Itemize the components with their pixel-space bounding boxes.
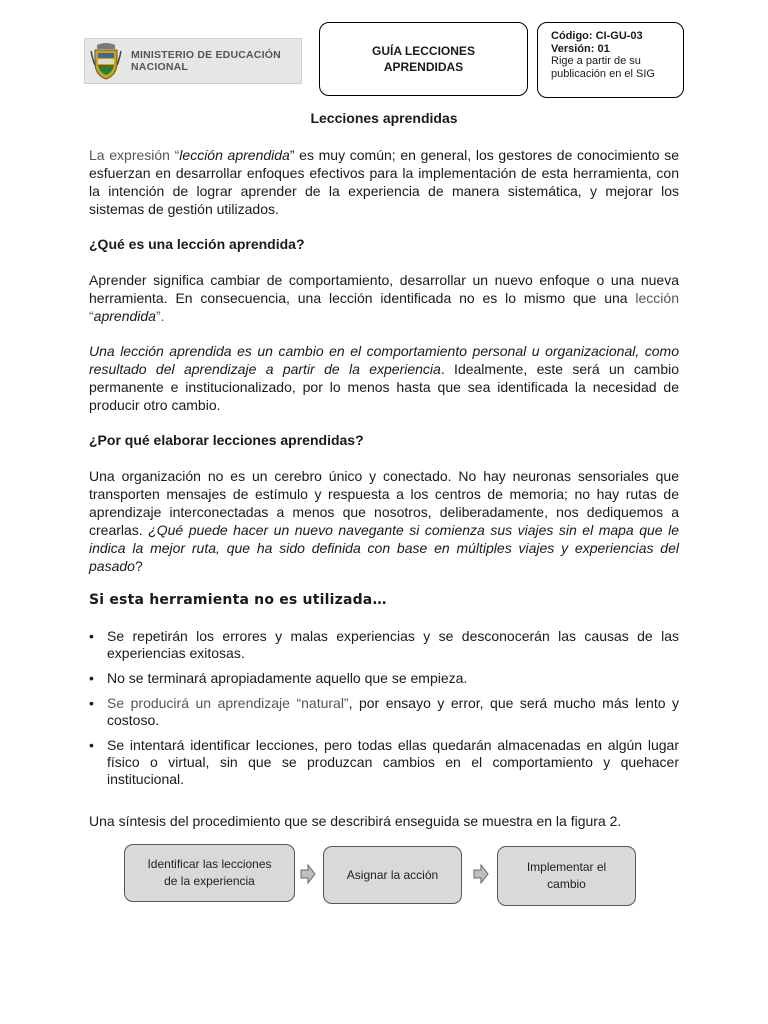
guide-title-line1: GUÍA LECCIONES bbox=[372, 44, 475, 58]
section1-paragraph2: Una lección aprendida es un cambio en el comportamiento personal u organizacional, como resultado del aprendizaje a partir de la experiencia. Idealmente, este será un cambio permanente e institucionalizado, por lo menos hasta que sea identificada la necesidad de producir otro cambio. bbox=[89, 343, 679, 413]
bullet-marker: • bbox=[89, 628, 94, 644]
flow-step-identify bbox=[124, 844, 295, 902]
page-title: Lecciones aprendidas bbox=[310, 110, 458, 126]
ministry-name-line2: NACIONAL bbox=[131, 61, 189, 73]
guide-title-box bbox=[319, 22, 528, 96]
coat-of-arms-icon bbox=[89, 41, 123, 81]
flow-arrow-icon bbox=[300, 864, 316, 884]
intro-paragraph: La expresión “lección aprendida” es muy común; en general, los gestores de conocimiento se esfuerzan en desarrollar enfoques efectivos para la implementación de esta herramienta, con la intención de lograr aprender de la experiencia de manera sistemática, y mejorar los sistemas de gestión utilizados. bbox=[89, 147, 679, 217]
section-heading-what: ¿Qué es una lección aprendida? bbox=[89, 236, 305, 252]
guide-title-line2: APRENDIDAS bbox=[383, 60, 464, 74]
document-code-box bbox=[537, 22, 684, 98]
list-item: • No se terminará apropiadamente aquello que se empieza. bbox=[89, 670, 468, 686]
flow-step-identify-line2: de la experiencia bbox=[164, 874, 255, 888]
list-item: • Se repetirán los errores y malas experiencias y se desconocerán las causas de las experiencias exitosas. bbox=[89, 628, 679, 661]
flow-step-identify-line1: Identificar las lecciones bbox=[147, 857, 272, 871]
section-heading-why: ¿Por qué elaborar lecciones aprendidas? bbox=[89, 432, 364, 448]
document-code: Código: CI-GU-03 bbox=[551, 30, 643, 42]
document-version: Versión: 01 bbox=[551, 42, 610, 55]
flow-step-assign bbox=[323, 846, 462, 904]
flow-arrow-icon bbox=[473, 864, 489, 884]
list-item: • Se producirá un aprendizaje “natural”, por ensayo y error, que será mucho más lento y costoso. bbox=[89, 695, 679, 728]
validity-line1: Rige a partir de su bbox=[551, 55, 641, 67]
ministry-logo bbox=[84, 38, 302, 84]
summary-sentence: Una síntesis del procedimiento que se describirá enseguida se muestra en la figura 2. bbox=[89, 813, 622, 829]
flow-step-implement-line2: cambio bbox=[547, 877, 586, 891]
section2-paragraph: Una organización no es un cerebro único y conectado. No hay neuronas sensoriales que transporten mensajes de estímulo y respuesta a los centros de memoria; no hay rutas de aprendizaje interconectadas a menos que nosotros, deliberadamente, nos dediquemos a crearlas. ¿Qué puede hacer un nuevo navegante si comienza sus viajes sin el mapa que le indica la mejor ruta, que ha sido definida con base en múltiples viajes y experiencias del pasado? bbox=[89, 468, 679, 574]
section1-paragraph1: Aprender significa cambiar de comportamiento, desarrollar un nuevo enfoque o una nueva herramienta. En consecuencia, una lección identificada no es lo mismo que una lección “aprendida”. bbox=[89, 272, 679, 324]
validity-line2: publicación en el SIG bbox=[551, 67, 655, 80]
flow-step-assign-label: Asignar la acción bbox=[346, 867, 439, 882]
flow-step-implement bbox=[497, 846, 636, 906]
list-item: • Se intentará identificar lecciones, pero todas ellas quedarán almacenadas en algún lugar físico o virtual, sin que se produzcan cambios en el comportamiento y quehacer institucional. bbox=[89, 737, 679, 787]
bullet-marker: • bbox=[89, 695, 94, 711]
bullet-marker: • bbox=[89, 737, 94, 753]
ministry-name-line1: MINISTERIO DE EDUCACIÓN bbox=[131, 49, 281, 61]
section-heading-if-not-used: Si esta herramienta no es utilizada… bbox=[89, 592, 387, 608]
bullet-marker: • bbox=[89, 670, 94, 686]
consequence-list bbox=[89, 628, 679, 796]
flow-step-implement-line1: Implementar el bbox=[526, 860, 607, 874]
